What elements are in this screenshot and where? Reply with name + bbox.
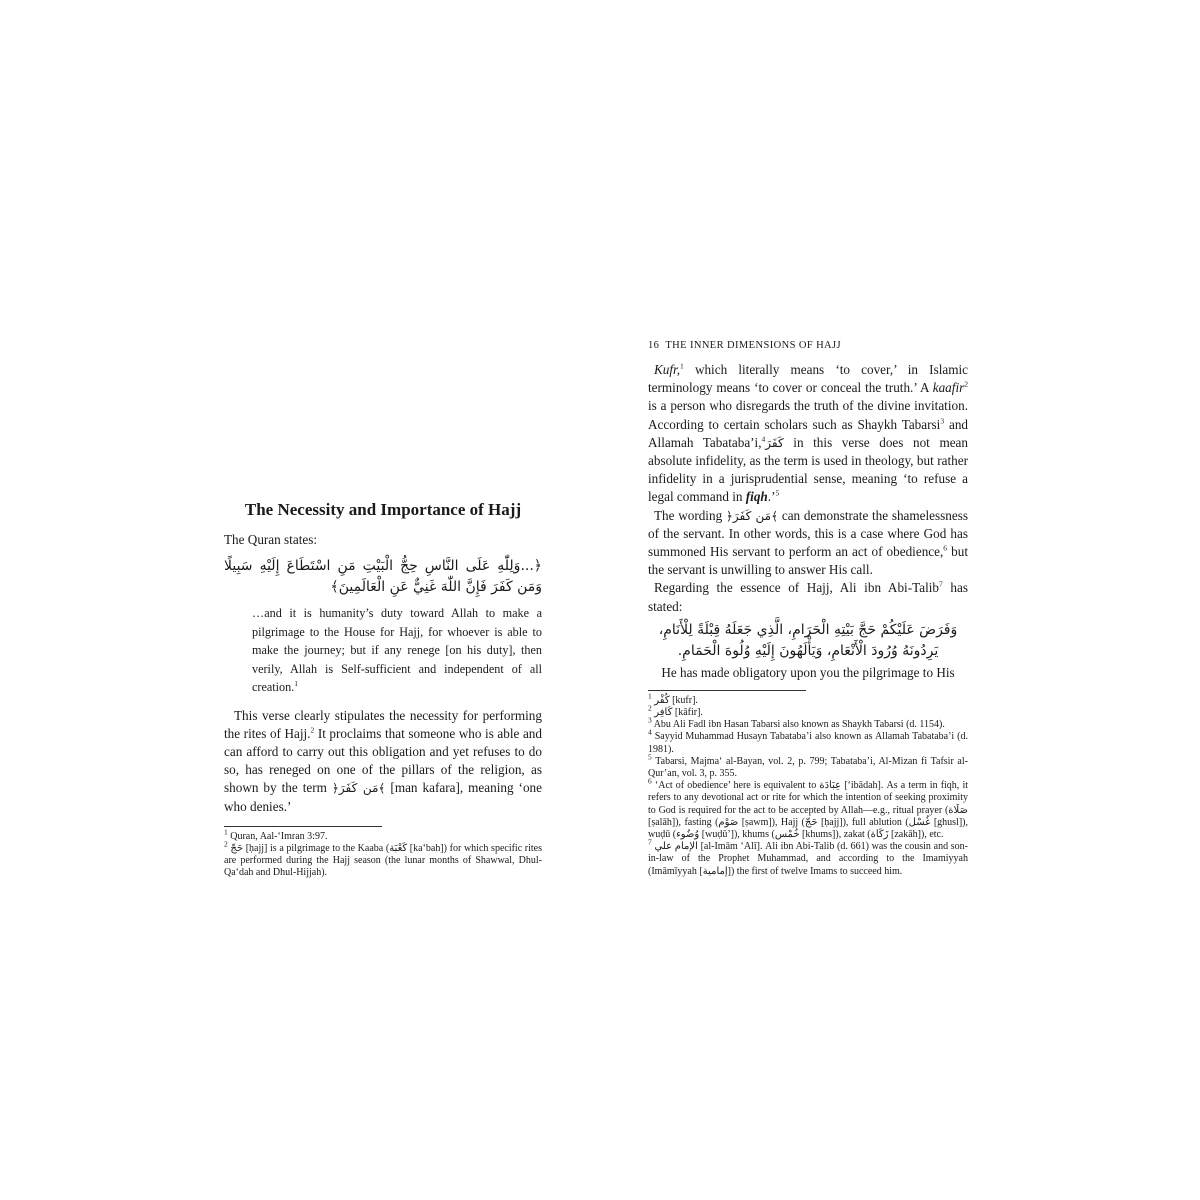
hadith-translation: He has made obligatory upon you the pilgrimage to His <box>661 664 955 680</box>
footnote: $^6$ ‘Act of obedience’ here is equivalent to عِبَادَة [‘ibādah]. As a term in fiqh, it refers to any devotional act or rite for which the intention of seeking proximity to God is required for the act to be accepted by Allah—e.g., ritual prayer (صَلَاة [ṣalāh]), fasting (صَوْم [ṣawm]), Hajj (حَجّ [ḥajj]), full ablution (غُسْل [ghusl]), wuḍū (وُضُوء [wuḍū’]), khums (خُمْس [khums]), zakat (زَكَاة [zakāh]), etc. <box>648 776 969 841</box>
footnotes-left <box>224 827 543 880</box>
body-paragraph: The wording ﴿مَن كَفَرَ﴾ can demonstrate the shamelessness of the servant. In other words, this is a case where God has summoned His servant to perform an act of obedience,$^6$ but the servant is unwilling to answer His call. <box>648 507 969 578</box>
left-page <box>224 500 542 880</box>
footnote: $^5$ Tabarsi, Majma‘ al-Bayan, vol. 2, p. 799; Tabataba’i, Al-Mizan fi Tafsir al-Qur’an, vol. 3, p. 355. <box>648 752 968 780</box>
footnote: $^4$ Sayyid Muhammad Husayn Tabataba’i also known as Allamah Tabataba’i (d. 1981). <box>648 728 968 755</box>
inline-arabic: ﴿مَن كَفَرَ﴾ <box>725 508 779 523</box>
footnote-rule <box>648 690 806 691</box>
body-paragraph <box>224 707 542 816</box>
footnote: $^3$ Abu Ali Fadl ibn Hasan Tabarsi also known as Shaykh Tabarsi (d. 1154). <box>648 715 945 731</box>
body-text: This verse clearly stipulates the necessity for performing the rites of Hajj. <box>224 707 542 741</box>
body-paragraph: Kufr,$^1$ which literally means ‘to cover,’ in Islamic terminology means ‘to cover or conceal the truth.’ A kaafir$^2$ is a person who disregards the truth of the divine invitation. According to certain scholars such as Shaykh Tabarsi$^3$ and Allamah Tabataba’i,$^4$كَفَرَ in this verse does not mean absolute infidelity, as the term is used in theology, but rather infidelity in a jurisprudential sense, meaning ‘to refuse a legal command in fiqh.’$^5$ <box>648 361 969 505</box>
inline-arabic: كَفَرَ <box>765 435 784 450</box>
intro-text: The Quran states: <box>224 532 318 547</box>
footnote: $^2$ حَجّ [ḥajj] is a pilgrimage to the Kaaba (كَعْبَة [ka‘bah]) for which specific rites are performed during the Hajj season (the lunar months of Shawwal, Dhul-Qa‘dah and Dhul-Hijjah). <box>224 839 543 879</box>
body-text: It proclaims that someone who is able and can afford to carry out this obligation and yet refuses to do so, has reneged on one of the pillars of the religion, as shown by the term <box>224 725 542 796</box>
chapter-title: The Necessity and Importance of Hajj <box>244 500 522 519</box>
body-paragraph: Regarding the essence of Hajj, Ali ibn Abi-Talib$^7$ has stated: <box>648 580 968 614</box>
footnote: $^1$ كُفْر [kufr]. <box>648 691 698 706</box>
hadith-arabic: وَفَرَضَ عَلَيْكُمْ حَجَّ بَيْتِهِ الْحَرَامِ، الَّذِي جَعَلَهُ قِبْلَةً لِلْأَنَامِ، يَرِدُونَهُ وُرُودَ الْأَنْعَامِ، وَيَأْلَهُونَ إِلَيْهِ وُلُوهَ الْحَمَامِ. <box>658 621 958 659</box>
page-number: 16 <box>648 340 660 351</box>
footnote: $^1$ Quran, Aal-‘Imran 3:97. <box>224 827 328 842</box>
footnotes-right <box>648 691 969 878</box>
footnote-ref: 2 <box>310 725 315 735</box>
right-page <box>648 340 968 878</box>
verse-translation-text: …and it is humanity’s duty toward Allah to make a pilgrimage to the House for Hajj, for whoever is able to make the journey; but if any renege [on his duty], then verily, Allah is Self-sufficient and independent of all creation. <box>252 606 542 694</box>
inline-arabic: ﴿مَن كَفَرَ﴾ <box>331 781 386 796</box>
body-text: [man kafara], meaning ‘one who denies.’ <box>224 780 542 814</box>
footnote-ref: 1 <box>294 678 299 688</box>
quran-verse-arabic: ﴿...وَلِلّٰهِ عَلَى النَّاسِ حِجُّ الْبَيْتِ مَنِ اسْتَطَاعَ إِلَيْهِ سَبِيلًا وَمَن كَفَرَ فَإِنَّ اللّٰهَ غَنِيٌّ عَنِ الْعَالَمِينَ﴾ <box>224 558 542 595</box>
footnote: $^2$ كَافِر [kāfir]. <box>648 703 703 719</box>
footnote-rule <box>224 826 382 827</box>
running-head <box>648 340 968 351</box>
verse-translation <box>224 604 542 697</box>
footnote: $^7$ الإمام علي [al-Imām ‘Alī]. Ali ibn Abi-Talib (d. 661) was the cousin and son-in-law of the Prophet Muhammad, and according to the Imamiyyah (Imāmīyyah [إمامية]) the first of twelve Imams to succeed him. <box>648 837 968 877</box>
book-title-header: THE INNER DIMENSIONS OF HAJJ <box>665 340 842 351</box>
